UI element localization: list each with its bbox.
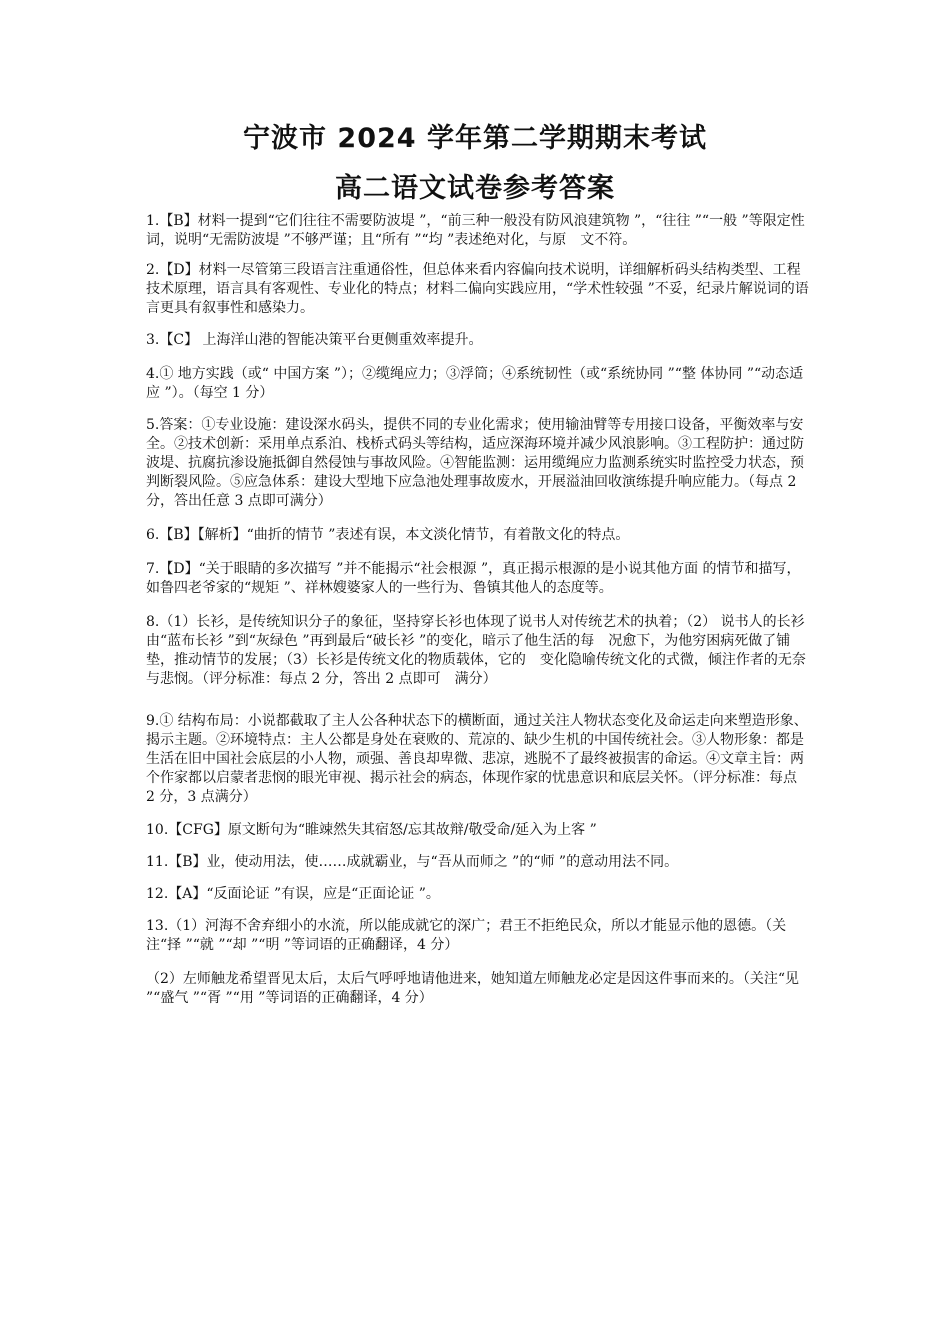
answer-item-1: 1.【B】材料一提到“它们往往不需要防波堤 ”，“前三种一般没有防风浪建筑物 ”，“往往 ”“一般 ”等限定性词，说明“无需防波堤 ”不够严谨；且“所有 ”“均 ”表述绝对化，与原 文不符。 — [146, 213, 805, 248]
page-title: 宁波市 2024 学年第二学期期末考试 — [243, 123, 707, 154]
answer-list — [146, 212, 810, 1008]
answer-item-7: 7.【D】“关于眼睛的多次描写 ”并不能揭示“社会根源 ”，真正揭示根源的是小说其他方面 的情节和描写，如鲁四老爷家的“规矩 ”、祥林嫂婆家人的一些行为、鲁镇其他人的态度等。 — [146, 561, 801, 596]
answer-item-4: 4.① 地方实践（或“ 中国方案 ”）；②缆绳应力；③浮筒；④系统韧性（或“系统协同 ”“整 体协同 ”“动态适应 ”）。（每空 1 分） — [146, 366, 804, 401]
answer-item-2: 2.【D】材料一尽管第三段语言注重通俗性，但总体来看内容偏向技术说明，详细解析码头结构类型、工程技术原理，语言具有客观性、专业化的特点；材料二偏向实践应用，“学术性较强 ”不妥，纪录片解说词的语言更具有叙事性和感染力。 — [146, 262, 809, 316]
answer-item-13-part-1: 13.（1）河海不舍弃细小的水流，所以能成就它的深广；君王不拒绝民众，所以才能显示他的恩德。（关注“择 ”“就 ”“却 ”“明 ”等词语的正确翻译，4 分） — [146, 918, 787, 953]
answer-item-12: 12.【A】“反面论证 ”有误，应是“正面论证 ”。 — [146, 886, 440, 902]
answer-item-3: 3.【C】 上海洋山港的智能决策平台更侧重效率提升。 — [146, 332, 483, 348]
answer-item-8: 8.（1）长衫，是传统知识分子的象征，坚持穿长衫也体现了说书人对传统艺术的执着；（2） 说书人的长衫由“蓝布长衫 ”到“灰绿色 ”再到最后“破长衫 ”的变化，暗示了他生活的每 况愈下，为他穷困病死做了铺垫，推动情节的发展；（3）长衫是传统文化的物质载体，它的 变化隐喻传统文化的式微，倾注作者的无奈与悲悯。（评分标准：每点 2 分，答出 2 点即可 满分） — [146, 614, 806, 687]
page-subtitle: 高二语文试卷参考答案 — [335, 173, 615, 204]
answer-item-10: 10.【CFG】原文断句为“睢竦然失其宿怒/忘其故辩/敬受命/延入为上客 ” — [146, 822, 597, 838]
answer-item-11: 11.【B】业，使动用法，使……成就霸业，与“吾从而师之 ”的“师 ”的意动用法不同。 — [146, 854, 679, 870]
answer-item-5: 5.答案：①专业设施：建设深水码头，提供不同的专业化需求；使用输油臂等专用接口设备，平衡效率与安全。②技术创新：采用单点系泊、栈桥式码头等结构，适应深海环境并减少风浪影响。③工程防护：通过防波堤、抗腐抗渗设施抵御自然侵蚀与事故风险。④智能监测：运用缆绳应力监测系统实时监控受力状态，预判断裂风险。⑤应急体系：建设大型地下应急池处理事故废水，开展溢油回收演练提升响应能力。（每点 2 分，答出任意 3 点即可满分） — [146, 417, 804, 509]
answer-item-13-part-2: （2）左师触龙希望晋见太后，太后气呼呼地请他进来，她知道左师触龙必定是因这件事而来的。（关注“见 ”“盛气 ”“胥 ”“用 ”等词语的正确翻译，4 分） — [146, 971, 800, 1006]
answer-item-6: 6.【B】【解析】“曲折的情节 ”表述有误，本文淡化情节，有着散文化的特点。 — [146, 527, 630, 543]
answer-item-9: 9.① 结构布局：小说都截取了主人公各种状态下的横断面，通过关注人物状态变化及命运走向来塑造形象、揭示主题。②环境特点：主人公都是身处在衰败的、荒凉的、缺少生机的中国传统社会。③人物形象：都是生活在旧中国社会底层的小人物，顽强、善良却卑微、悲凉，逃脱不了最终被损害的命运。④文章主旨：两个作家都以启蒙者悲悯的眼光审视、揭示社会的病态，体现作家的忧患意识和底层关怀。（评分标准：每点 2 分，3 点满分） — [146, 713, 808, 805]
